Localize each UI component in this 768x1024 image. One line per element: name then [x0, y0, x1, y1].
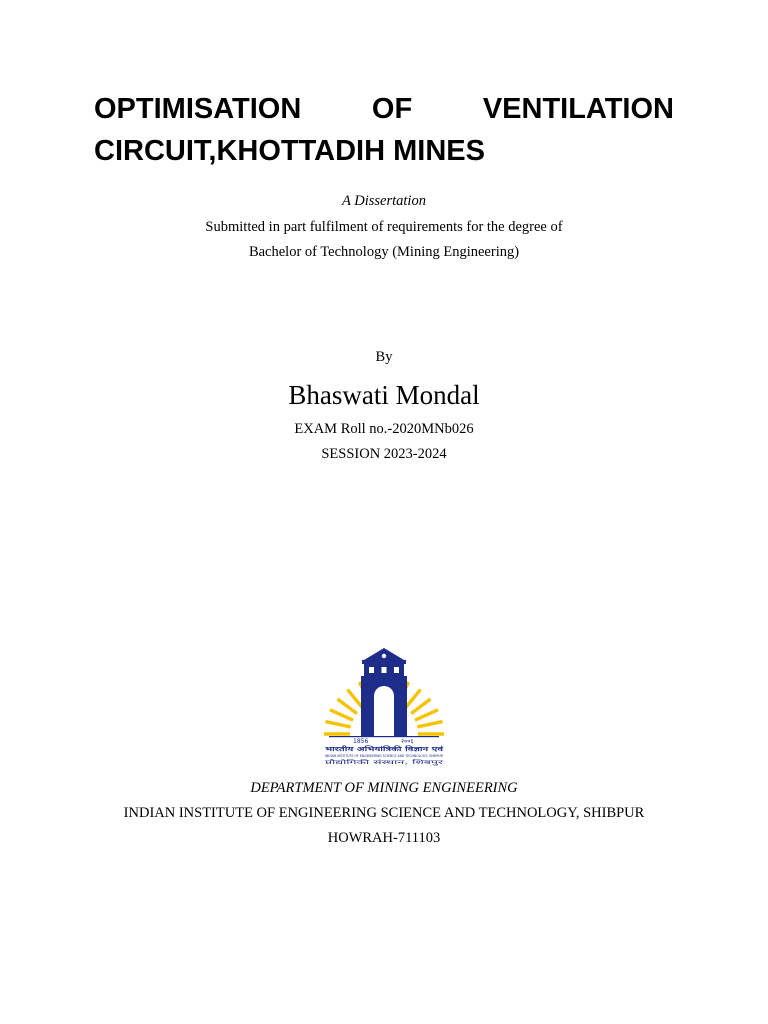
- institute: INDIAN INSTITUTE OF ENGINEERING SCIENCE AND TECHNOLOGY, SHIBPUR: [123, 805, 645, 821]
- exam-roll: EXAM Roll no.-2020MNb026: [294, 421, 474, 437]
- logo-english-name: INDIAN INSTITUTE OF ENGINEERING SCIENCE AND TECHNOLOGY, SHIBPUR: [325, 753, 444, 758]
- submission-line-1: Submitted in part fulfilment of requirements for the degree of: [205, 219, 563, 235]
- logo-year-left: 1856: [353, 738, 369, 745]
- logo-hindi-bottom: प्रौद्योगिकी संस्थान, शिबपुर: [325, 760, 378, 766]
- subtitle: A Dissertation: [342, 193, 426, 209]
- dissertation-title: OPTIMISATION OF VENTILATION CIRCUIT,KHOTTADIH MINES: [94, 93, 674, 167]
- author-name: Bhaswati Mondal: [288, 380, 480, 410]
- institute-logo: [321, 646, 447, 768]
- submission-line-2: Bachelor of Technology (Mining Engineering): [248, 244, 520, 260]
- logo-hindi-top: भारतीय अभियांत्रिकी विज्ञान एवं: [325, 746, 397, 753]
- by-label: By: [375, 349, 393, 365]
- address: HOWRAH-711103: [327, 830, 441, 846]
- logo-year-right: २००६: [401, 738, 414, 745]
- department: DEPARTMENT OF MINING ENGINEERING: [250, 780, 518, 796]
- session: SESSION 2023-2024: [321, 446, 447, 462]
